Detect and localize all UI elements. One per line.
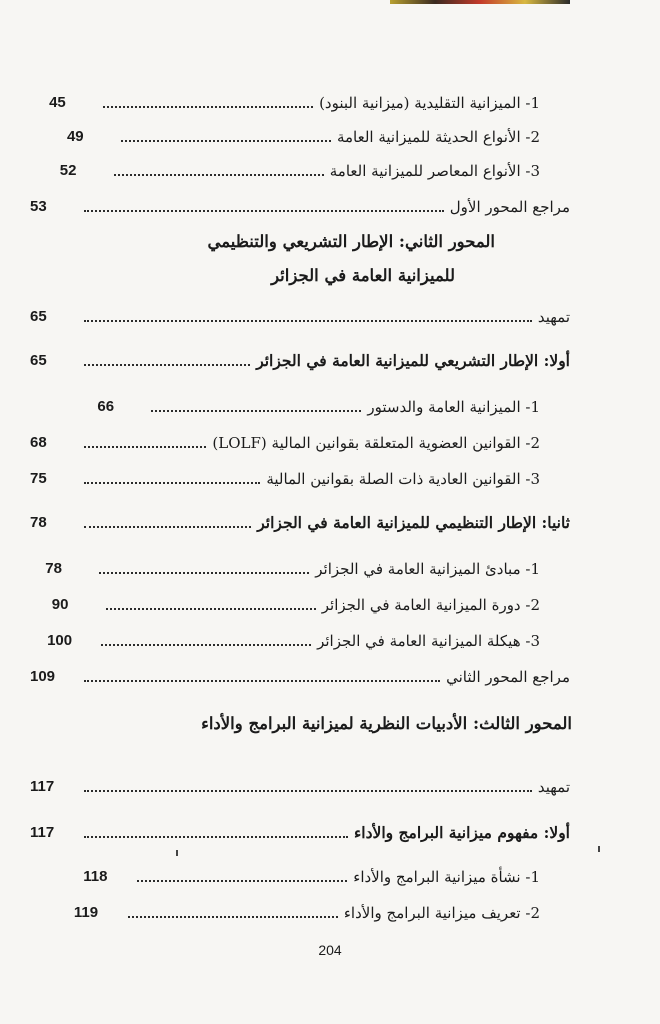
toc-entry[interactable] xyxy=(30,300,570,328)
toc-entry-title: 2- القوانين العضوية المتعلقة بقوانين المالية (LOLF) xyxy=(212,434,540,452)
toc-entry[interactable] xyxy=(30,120,570,148)
toc-entry-title: 1- مبادئ الميزانية العامة في الجزائر xyxy=(315,560,540,578)
scan-speck xyxy=(598,846,600,852)
toc-entry[interactable] xyxy=(30,624,570,652)
dot-leader xyxy=(84,525,251,528)
toc-entry[interactable] xyxy=(30,86,570,114)
toc-entry[interactable] xyxy=(30,860,570,888)
toc-entry[interactable] xyxy=(30,426,570,454)
toc-entry[interactable] xyxy=(30,770,570,798)
toc-entry[interactable] xyxy=(30,506,570,534)
toc-entry-page: 53 xyxy=(30,198,47,215)
dot-leader xyxy=(84,209,444,212)
toc-entry-page: 119 xyxy=(73,904,99,921)
toc-entry-title: أولا: مفهوم ميزانية البرامج والأداء xyxy=(354,823,570,842)
page-number: 204 xyxy=(318,942,342,958)
dot-leader xyxy=(114,173,324,176)
toc-entry-page: 109 xyxy=(30,668,56,685)
toc-entry-title: 1- نشأة ميزانية البرامج والأداء xyxy=(353,868,540,886)
dot-leader xyxy=(103,105,313,108)
dot-leader xyxy=(128,915,338,918)
toc-entry-page: 78 xyxy=(30,514,47,531)
toc-entry[interactable] xyxy=(30,190,570,218)
toc-entry[interactable] xyxy=(30,588,570,616)
toc-entry-title: 3- هيكلة الميزانية العامة في الجزائر xyxy=(317,632,540,650)
chapter-heading: المحور الثالث: الأدبيات النظرية لميزانية البرامج والأداء xyxy=(201,714,572,733)
toc-entry-title: 2- الأنواع الحديثة للميزانية العامة xyxy=(336,128,540,146)
dot-leader xyxy=(101,643,311,646)
dot-leader xyxy=(84,789,532,792)
toc-entry-page: 90 xyxy=(51,596,69,613)
toc-entry-title: 1- الميزانية العامة والدستور xyxy=(367,398,540,416)
toc-entry-title: تمهيد xyxy=(537,308,570,326)
toc-entry-title: أولا: الإطار التشريعي للميزانية العامة في الجزائر xyxy=(256,351,570,370)
toc-entry[interactable] xyxy=(30,816,570,844)
toc-entry[interactable] xyxy=(30,154,570,182)
dot-leader xyxy=(106,607,316,610)
toc-entry[interactable] xyxy=(30,462,570,490)
dot-leader xyxy=(84,319,532,322)
toc-entry-title: تمهيد xyxy=(537,778,570,796)
toc-entry-page: 75 xyxy=(30,470,47,487)
toc-entry-title: 3- القوانين العادية ذات الصلة بقوانين المالية xyxy=(266,470,540,488)
toc-entry-title: 3- الأنواع المعاصر للميزانية العامة xyxy=(329,162,540,180)
dot-leader xyxy=(99,571,309,574)
toc-entry-title: مراجع المحور الثاني xyxy=(446,668,570,686)
dot-leader xyxy=(121,139,331,142)
dot-leader xyxy=(84,481,260,484)
toc-entry-page: 117 xyxy=(30,824,55,841)
toc-entry-title: 2- تعريف ميزانية البرامج والأداء xyxy=(343,904,540,922)
scan-speck xyxy=(176,850,178,856)
toc-entry[interactable] xyxy=(30,896,570,924)
dot-leader xyxy=(84,445,206,448)
dot-leader xyxy=(151,409,361,412)
dot-leader xyxy=(84,363,250,366)
toc-entry[interactable] xyxy=(30,660,570,688)
chapter-heading: المحور الثاني: الإطار التشريعي والتنظيمي xyxy=(207,232,495,251)
toc-entry-page: 117 xyxy=(30,778,55,795)
toc-entry-page: 78 xyxy=(45,560,62,577)
dot-leader xyxy=(84,679,440,682)
toc-entry-title: مراجع المحور الأول xyxy=(449,198,570,216)
dot-leader xyxy=(84,835,348,838)
chapter-heading: للميزانية العامة في الجزائر xyxy=(271,266,455,285)
toc-entry-page: 65 xyxy=(30,308,47,325)
toc-entry-page: 118 xyxy=(83,868,108,885)
dot-leader xyxy=(137,879,347,882)
toc-entry-page: 45 xyxy=(49,94,66,111)
toc-entry-page: 66 xyxy=(97,398,115,415)
toc-entry[interactable] xyxy=(30,390,570,418)
toc-entry-title: 1- الميزانية التقليدية (ميزانية البنود) xyxy=(319,94,540,112)
toc-entry-page: 52 xyxy=(59,162,77,179)
toc-entry[interactable] xyxy=(30,344,570,372)
toc-entry-title: ثانيا: الإطار التنظيمي للميزانية العامة في الجزائر xyxy=(257,513,570,532)
toc-entry-title: 2- دورة الميزانية العامة في الجزائر xyxy=(321,596,540,614)
toc-entry[interactable] xyxy=(30,552,570,580)
toc-entry-page: 100 xyxy=(47,632,73,649)
toc-entry-page: 65 xyxy=(30,352,47,369)
toc-entry-page: 49 xyxy=(66,128,84,145)
toc-entry-page: 68 xyxy=(30,434,47,451)
